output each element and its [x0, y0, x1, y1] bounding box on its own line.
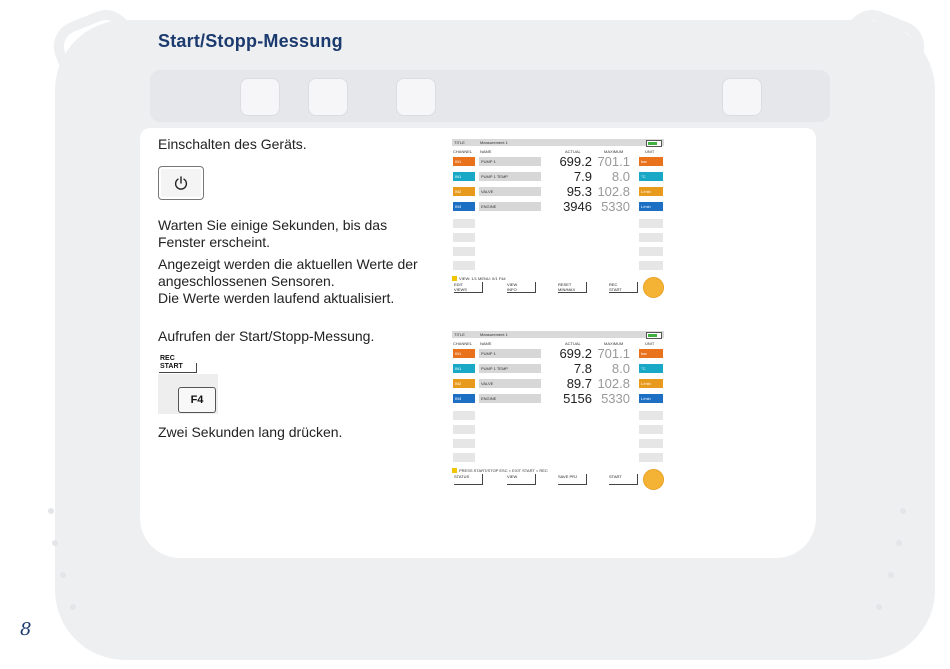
- unit-badge: °C: [639, 364, 663, 373]
- row-name: ENGINE: [479, 394, 541, 403]
- channel-badge: IN2: [453, 187, 475, 196]
- f4-button[interactable]: F4: [178, 387, 216, 413]
- row-actual: 7.8: [573, 361, 592, 376]
- status-indicator-icon: [452, 468, 457, 473]
- meter-screen-2: [452, 331, 664, 491]
- rec-bracket: [159, 372, 197, 373]
- row-name: PUMP 1: [479, 349, 541, 358]
- grip-bump: [900, 508, 906, 514]
- row-name: PUMP 1 TEMP: [479, 172, 541, 181]
- channel-badge: IN1: [453, 364, 475, 373]
- fkey-label: EDIT VIEWS: [454, 282, 483, 293]
- fkey-label: SAVE PRJ: [558, 474, 587, 485]
- empty-slot: [639, 247, 663, 256]
- meter-row: [452, 186, 664, 198]
- empty-slot: [453, 261, 475, 270]
- row-name: VALVE: [479, 187, 541, 196]
- power-button[interactable]: [158, 166, 204, 200]
- step2-text-line2: Fenster erscheint.: [158, 234, 271, 250]
- channel-badge: IN3: [453, 202, 475, 211]
- grip-bump: [876, 604, 882, 610]
- meter-row: [452, 171, 664, 183]
- grip-bump: [52, 540, 58, 546]
- meter-header: [452, 331, 664, 338]
- meter-row: [452, 378, 664, 390]
- unit-badge: L/min: [639, 187, 663, 196]
- row-max: 5330: [601, 199, 630, 214]
- step2-text-line1: Warten Sie einige Sekunden, bis das: [158, 217, 388, 233]
- row-actual: 5156: [563, 391, 592, 406]
- page-title: Start/Stopp-Messung: [158, 31, 343, 51]
- rotary-knob-icon: [643, 277, 664, 298]
- row-max: 102.8: [597, 376, 630, 391]
- row-actual: 89.7: [566, 376, 592, 391]
- row-name: PUMP 1: [479, 157, 541, 166]
- empty-slot: [639, 425, 663, 434]
- col-name: NAME: [480, 341, 492, 346]
- meter-status-line: [452, 276, 506, 281]
- title-value: Measurement 1: [480, 332, 508, 337]
- row-max: 8.0: [611, 169, 630, 184]
- grip-bump: [48, 508, 54, 514]
- row-max: 701.1: [597, 346, 630, 361]
- row-actual: 95.3: [566, 184, 592, 199]
- rotary-knob-icon: [643, 469, 664, 490]
- rec-bracket-tick: [196, 363, 197, 373]
- col-unit: UNIT: [645, 149, 655, 154]
- fkey-label: VIEW INFO: [507, 282, 536, 293]
- col-maximum: MAXIMUM: [604, 341, 624, 346]
- col-channel: CHANNEL: [453, 341, 473, 346]
- empty-slot: [453, 439, 475, 448]
- channel-badge: IN1: [453, 172, 475, 181]
- channel-badge: IN3: [453, 394, 475, 403]
- step3-text-line3: Die Werte werden laufend aktualisiert.: [158, 290, 395, 306]
- battery-icon: [646, 332, 662, 339]
- channel-badge: IN1: [453, 349, 475, 358]
- channel-badge: IN1: [453, 157, 475, 166]
- col-actual: ACTUAL: [565, 149, 581, 154]
- fkey-label: REC START: [609, 282, 638, 293]
- empty-slot: [639, 261, 663, 270]
- grip-bump: [888, 572, 894, 578]
- col-maximum: MAXIMUM: [604, 149, 624, 154]
- col-name: NAME: [480, 149, 492, 154]
- unit-badge: L/min: [639, 202, 663, 211]
- row-actual: 3946: [563, 199, 592, 214]
- empty-slot: [639, 411, 663, 420]
- grip-bump: [60, 572, 66, 578]
- meter-row: [452, 393, 664, 405]
- row-max: 8.0: [611, 361, 630, 376]
- fkey-label: VIEW: [507, 474, 536, 485]
- col-actual: ACTUAL: [565, 341, 581, 346]
- step3-text-line1: Angezeigt werden die aktuellen Werte der: [158, 256, 418, 272]
- status-text: PRESS START/STOP ESC = EXIT START = REC: [459, 468, 548, 473]
- col-channel: CHANNEL: [453, 149, 473, 154]
- unit-badge: °C: [639, 172, 663, 181]
- status-text: VIEW: 1/1 MENU: 0/1 F4#: [459, 276, 506, 281]
- meter-row: [452, 201, 664, 213]
- step3-text-line2: angeschlossenen Sensoren.: [158, 273, 335, 289]
- unit-badge: bar: [639, 157, 663, 166]
- meter-row: [452, 156, 664, 168]
- row-actual: 699.2: [559, 346, 592, 361]
- channel-badge: IN2: [453, 379, 475, 388]
- meter-row: [452, 348, 664, 360]
- row-max: 701.1: [597, 154, 630, 169]
- title-value: Measurement 1: [480, 140, 508, 145]
- meter-screen-1: [452, 139, 664, 299]
- row-actual: 7.9: [573, 169, 592, 184]
- rec-label-line2: START: [160, 363, 183, 370]
- empty-slot: [453, 425, 475, 434]
- connector-2: [308, 78, 348, 116]
- fkey-label: START: [609, 474, 638, 485]
- row-name: VALVE: [479, 379, 541, 388]
- empty-slot: [453, 411, 475, 420]
- battery-icon: [646, 140, 662, 147]
- unit-badge: L/min: [639, 394, 663, 403]
- row-max: 5330: [601, 391, 630, 406]
- grip-bump: [896, 540, 902, 546]
- connector-4: [722, 78, 762, 116]
- step5-text: Zwei Sekunden lang drücken.: [158, 424, 343, 440]
- unit-badge: L/min: [639, 379, 663, 388]
- page-number: 8: [20, 619, 32, 640]
- rec-label-line1: REC: [160, 355, 175, 362]
- meter-header: [452, 139, 664, 146]
- connector-3: [396, 78, 436, 116]
- empty-slot: [453, 453, 475, 462]
- row-max: 102.8: [597, 184, 630, 199]
- empty-slot: [639, 233, 663, 242]
- title-label: TITLE: [454, 140, 465, 145]
- power-icon: [173, 175, 189, 191]
- step1-text: Einschalten des Geräts.: [158, 136, 307, 152]
- grip-bump: [70, 604, 76, 610]
- title-label: TITLE: [454, 332, 465, 337]
- empty-slot: [639, 453, 663, 462]
- row-actual: 699.2: [559, 154, 592, 169]
- status-indicator-icon: [452, 276, 457, 281]
- fkey-label: STATUS: [454, 474, 483, 485]
- row-name: PUMP 1 TEMP: [479, 364, 541, 373]
- empty-slot: [639, 439, 663, 448]
- rec-start-label: [160, 355, 183, 371]
- empty-slot: [639, 219, 663, 228]
- row-name: ENGINE: [479, 202, 541, 211]
- col-unit: UNIT: [645, 341, 655, 346]
- unit-badge: bar: [639, 349, 663, 358]
- connector-1: [240, 78, 280, 116]
- empty-slot: [453, 233, 475, 242]
- empty-slot: [453, 247, 475, 256]
- meter-row: [452, 363, 664, 375]
- empty-slot: [453, 219, 475, 228]
- meter-status-line: [452, 468, 548, 473]
- step4-text: Aufrufen der Start/Stopp-Messung.: [158, 328, 375, 344]
- fkey-label: RESET MIN/MAX: [558, 282, 587, 293]
